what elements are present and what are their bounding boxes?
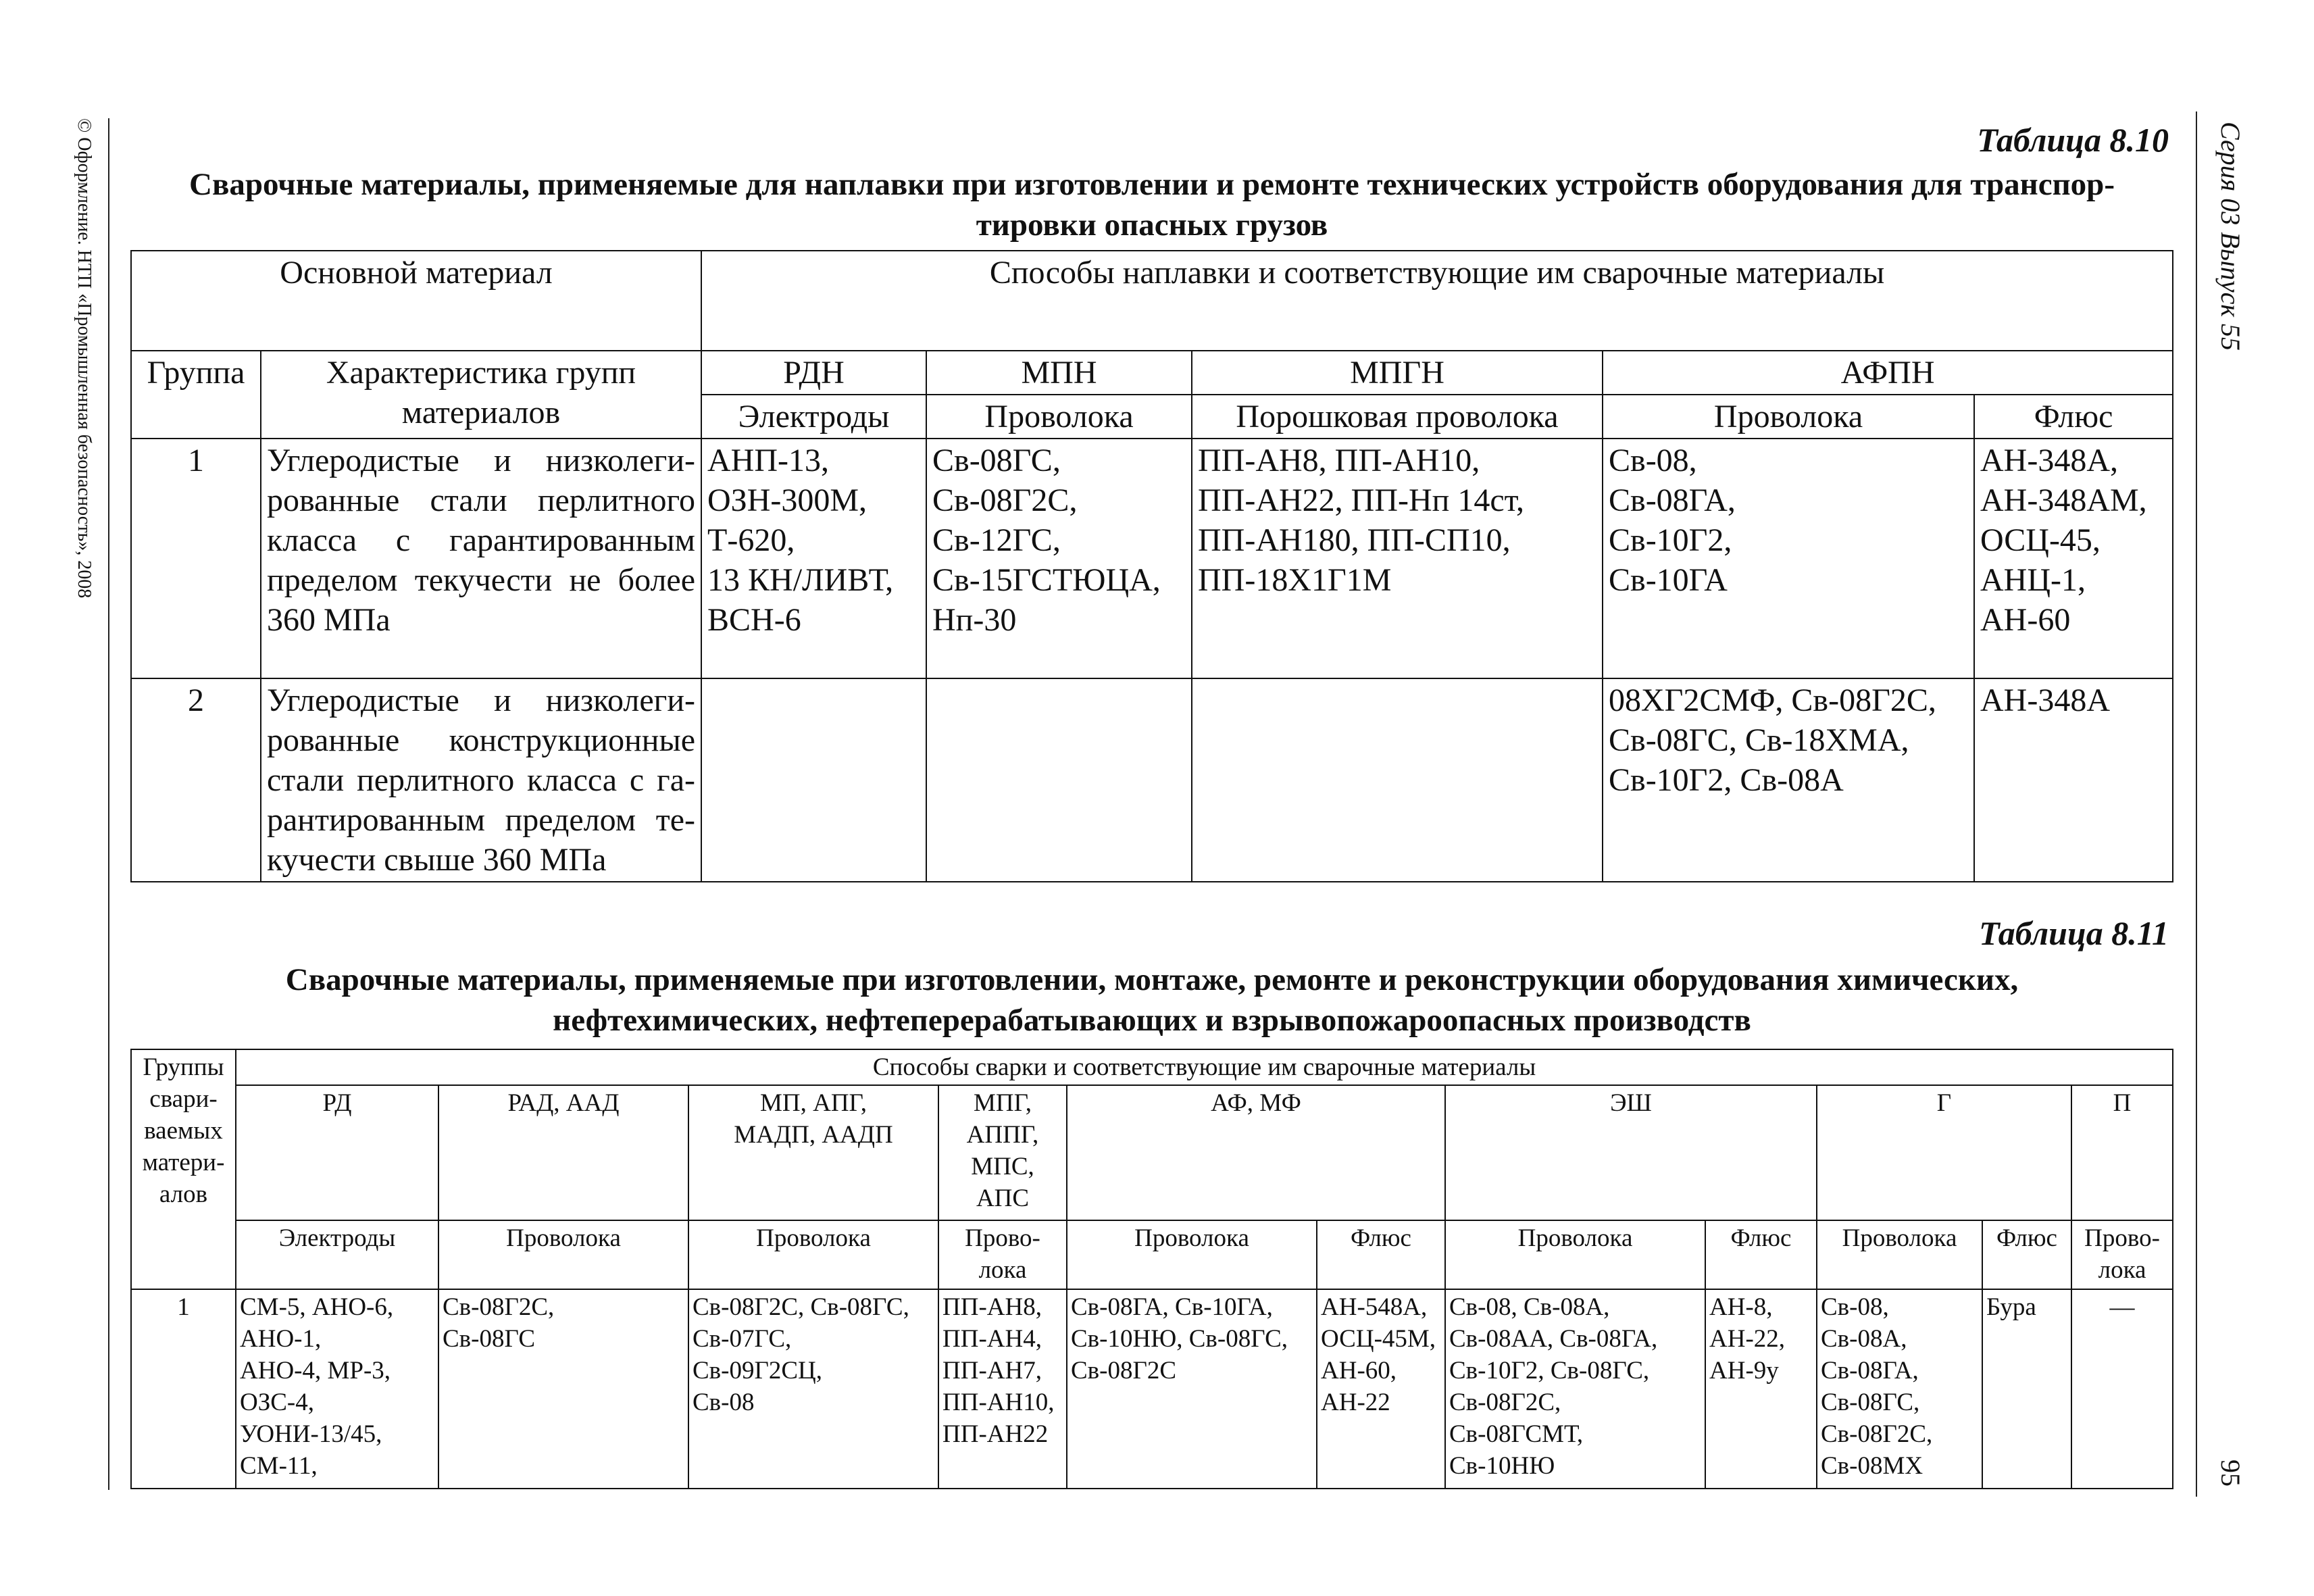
table2-row1-rad [438,1289,688,1489]
table2-material-mpg [938,1220,1067,1289]
table2-row1-mp [688,1289,938,1489]
table2-material-mp: Проволока [688,1220,938,1289]
table2-row1-group: 1 [131,1289,236,1489]
table1 [130,250,2173,882]
cell-line: Группы [143,1053,224,1081]
table2-method-mpg [938,1085,1067,1220]
cell-line: ПП-АН4, [942,1325,1042,1353]
table2-method-esh: ЭШ [1445,1085,1817,1220]
cell-line: МПГ, [973,1089,1032,1117]
table1-method-afpn: АФПН [1603,351,2173,395]
cell-line: ПП-18Х1Г1М [1198,562,1392,598]
cell-line: МПС, [971,1153,1034,1180]
table1-head-main-material: Основной материал [131,251,701,351]
cell-line: Св-08ГС, [1821,1389,1920,1416]
cell-line: матери- [142,1149,225,1176]
table2-row1-mpg [938,1289,1067,1489]
table1-material-flux-cored-wire: Порошковая проволока [1192,395,1603,439]
cell-line: АН-348А [1980,682,2110,718]
cell-line: Т-620, [707,522,795,558]
table2-row1-rd [236,1289,438,1489]
cell-line: ПП-АН10, [942,1389,1055,1416]
table1-head-group: Группа [131,351,261,439]
table1-method-rdn: РДН [701,351,926,395]
table2-row1-af-wire [1067,1289,1317,1489]
table1-row2-characteristic: Углеродистые и низколеги-рованные конструкционные стали перлитного класса с га-рантированным пределом те-кучести свыше 360 МПа [261,678,701,882]
table2-material-g-wire: Проволока [1817,1220,1982,1289]
table2-title [132,959,2172,1041]
table2-material-af-wire: Проволока [1067,1220,1317,1289]
cell-line: Св-08ГС, Св-18ХМА, [1609,722,1909,758]
cell-line: Прово- [965,1224,1040,1252]
cell-line: ПП-АН22, ПП-Нп 14ст, [1198,482,1524,518]
table1-row1-mpgn [1192,439,1603,678]
cell-line: Прово- [2084,1224,2160,1252]
table1-row2-afpn-wire [1603,678,1974,882]
table1-title-line1: Сварочные материалы, применяемые для наплавки при изготовлении и ремонте технических устройств оборудования для транспор- [189,167,2115,202]
table2-material-rad: Проволока [438,1220,688,1289]
cell-line: Бура [1986,1293,2036,1321]
cell-line: Св-08ГС [443,1325,536,1353]
cell-line: ОСЦ-45М, [1321,1325,1436,1353]
cell-line: АППГ, [966,1121,1039,1149]
cell-line: ваемых [144,1117,223,1145]
cell-line: Св-08Г2С, Св-08ГС, [693,1293,909,1321]
right-margin-rule [2196,111,2197,1497]
table1-row2-afpn-flux [1974,678,2173,882]
left-margin-rule [108,118,109,1490]
cell-line: свари- [149,1085,218,1113]
table-row [131,439,2173,678]
table2-row1-g-flux [1982,1289,2071,1489]
cell-line: Св-12ГС, [932,522,1061,558]
table1-row2-group: 2 [131,678,261,882]
cell-line: Св-08Г2С, [932,482,1078,518]
table1-head-characteristic: Характеристика групп материалов [261,351,701,439]
cell-line: СМ-11, [240,1452,318,1480]
table2-method-p: П [2071,1085,2173,1220]
table1-row1-group: 1 [131,439,261,678]
cell-line: АН-8, [1709,1293,1773,1321]
cell-line: АНЦ-1, [1980,562,2086,598]
table1-row2-mpn [926,678,1192,882]
cell-line: Св-10ГА [1609,562,1728,598]
table1-row1-characteristic: Углеродистые и низколеги-рованные стали перлитного класса с гарантированным пределом текучести не более 360 МПа [261,439,701,678]
cell-line: ОЗН-300М, [707,482,867,518]
table2-method-g: Г [1817,1085,2071,1220]
cell-line: АН-60, [1321,1357,1397,1385]
cell-line: Св-08ГА, Св-10ГА, [1071,1293,1273,1321]
cell-line: Св-08ГС, [932,443,1061,478]
table2-row1-g-wire [1817,1289,1982,1489]
table1-title [132,164,2172,245]
cell-line: УОНИ-13/45, [240,1420,382,1448]
cell-line: АН-60 [1980,602,2071,638]
cell-line: ПП-АН8, ПП-АН10, [1198,443,1480,478]
table2-row1-af-flux [1317,1289,1445,1489]
cell-line: АН-548А, [1321,1293,1428,1321]
table1-number: Таблица 8.10 [1977,121,2169,159]
table2-material-esh-flux: Флюс [1705,1220,1817,1289]
cell-line: Св-08Г2С, [1821,1420,1933,1448]
cell-line: Св-10Г2, Св-08А [1609,762,1844,798]
table1-row2-mpgn [1192,678,1603,882]
table1-row1-mpn [926,439,1192,678]
cell-line: ПП-АН22 [942,1420,1049,1448]
table1-material-wire: Проволока [926,395,1192,439]
table-row [131,678,2173,882]
cell-line: АН-9у [1709,1357,1779,1385]
cell-line: Св-10Г2, [1609,522,1732,558]
table2-material-g-flux: Флюс [1982,1220,2071,1289]
table1-row1-afpn-wire [1603,439,1974,678]
table2-material-p [2071,1220,2173,1289]
cell-line: Св-08Г2С [1071,1357,1177,1385]
cell-line: Св-10НЮ [1449,1452,1555,1480]
cell-line: алов [159,1180,208,1208]
left-margin [0,0,108,1596]
series-label: Серия 03 Выпуск 55 [2215,122,2246,351]
cell-line: Св-09Г2СЦ, [693,1357,823,1385]
cell-line: АН-348АМ, [1980,482,2147,518]
cell-line: Св-08, Св-08А, [1449,1293,1610,1321]
cell-line: СМ-5, АНО-6, [240,1293,394,1321]
table2-row1-esh-wire [1445,1289,1705,1489]
cell-line: 13 КН/ЛИВТ, [707,562,894,598]
table2-number: Таблица 8.11 [1979,914,2169,952]
table2-method-rad: РАД, ААД [438,1085,688,1220]
cell-line: Св-08АА, Св-08ГА, [1449,1325,1658,1353]
table1-head-methods: Способы наплавки и соответствующие им сварочные материалы [701,251,2173,351]
table2-material-esh-wire: Проволока [1445,1220,1705,1289]
cell-line: АН-22 [1321,1389,1390,1416]
table2-row1-p: — [2071,1289,2173,1489]
cell-line: Св-08 [693,1389,755,1416]
table2-method-af: АФ, МФ [1067,1085,1445,1220]
cell-line: Св-15ГСТЮЦА, [932,562,1161,598]
cell-line: АНП-13, [707,443,829,478]
cell-line: 08ХГ2СМФ, Св-08Г2С, [1609,682,1936,718]
cell-line: ПП-АН180, ПП-СП10, [1198,522,1511,558]
table2-title-line2: нефтехимических, нефтеперерабатывающих и взрывопожароопасных производств [553,1003,1751,1038]
cell-line: Св-08, [1821,1293,1889,1321]
table1-row1-rdn [701,439,926,678]
cell-line: Нп-30 [932,602,1017,638]
cell-line: ВСН-6 [707,602,801,638]
cell-line: ПП-АН7, [942,1357,1042,1385]
cell-line: Св-08МХ [1821,1452,1923,1480]
cell-line: ПП-АН8, [942,1293,1042,1321]
cell-line: Св-07ГС, [693,1325,792,1353]
cell-line: АПС [976,1184,1030,1212]
cell-line: Св-10Г2, Св-08ГС, [1449,1357,1650,1385]
table2-row1-esh-flux [1705,1289,1817,1489]
table-row [131,1289,2173,1489]
table2-head-methods: Способы сварки и соответствующие им сварочные материалы [236,1049,2173,1085]
table2-material-af-flux: Флюс [1317,1220,1445,1289]
cell-line: Св-08Г2С, [443,1293,555,1321]
cell-line: Св-08Г2С, [1449,1389,1561,1416]
cell-line: Св-08А, [1821,1325,1907,1353]
cell-line: лока [978,1256,1027,1284]
page-number: 95 [2215,1460,2246,1487]
cell-line: лока [2098,1256,2146,1284]
table2-method-mp [688,1085,938,1220]
cell-line: Св-08ГА, [1821,1357,1919,1385]
cell-line: АНО-4, МР-3, [240,1357,391,1385]
table1-title-line2: тировки опасных грузов [976,207,1328,243]
table2 [130,1049,2173,1489]
table1-method-mpgn: МПГН [1192,351,1603,395]
table1-method-mpn: МПН [926,351,1192,395]
cell-line: АНО-1, [240,1325,322,1353]
table1-material-afpn-wire: Проволока [1603,395,1974,439]
cell-line: Св-08ГА, [1609,482,1736,518]
cell-line: Св-08, [1609,443,1697,478]
table1-material-electrodes: Электроды [701,395,926,439]
right-margin [2196,0,2314,1596]
cell-line: МП, АПГ, [759,1089,867,1117]
cell-line: МАДП, ААДП [734,1121,893,1149]
cell-line: Св-10НЮ, Св-08ГС, [1071,1325,1288,1353]
table2-material-rd: Электроды [236,1220,438,1289]
table2-method-rd: РД [236,1085,438,1220]
cell-line: АН-22, [1709,1325,1786,1353]
table2-title-line1: Сварочные материалы, применяемые при изготовлении, монтаже, ремонте и реконструкции оборудования химических, [285,962,2019,997]
cell-line: ОЗС-4, [240,1389,315,1416]
table1-row2-rdn [701,678,926,882]
cell-line: ОСЦ-45, [1980,522,2101,558]
table1-material-flux: Флюс [1974,395,2173,439]
copyright-note: © Оформление. НТП «Промышленная безопасность», 2008 [74,118,95,599]
cell-line: АН-348А, [1980,443,2118,478]
table1-row1-afpn-flux [1974,439,2173,678]
cell-line: Св-08ГСМТ, [1449,1420,1584,1448]
table2-head-groups [131,1049,236,1289]
